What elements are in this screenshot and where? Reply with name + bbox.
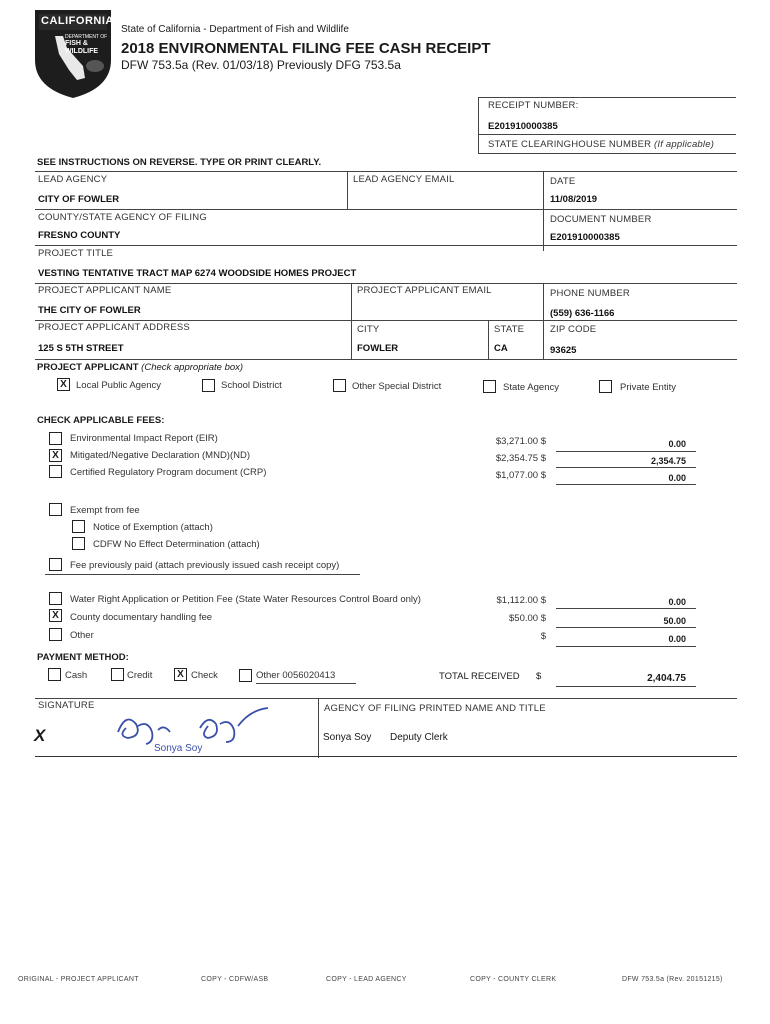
phone-value: (559) 636-1166 <box>550 308 615 319</box>
document-number-label: DOCUMENT NUMBER <box>550 214 652 225</box>
form-id: DFW 753.5a (Rev. 01/03/18) Previously DFG 753.5a <box>121 58 401 72</box>
county-agency-value: FRESNO COUNTY <box>38 230 121 241</box>
cdfw-no-effect-checkbox[interactable] <box>72 537 85 550</box>
clearinghouse-text: STATE CLEARINGHOUSE NUMBER <box>488 139 652 150</box>
footer-copy-county: COPY - COUNTY CLERK <box>470 976 557 983</box>
credit-checkbox[interactable] <box>111 668 124 681</box>
crp-label: Certified Regulatory Program document (CRP) <box>70 467 267 478</box>
special-district-label: Other Special District <box>352 381 442 392</box>
signature-under-name: Sonya Soy <box>154 743 203 754</box>
county-fee-label: County documentary handling fee <box>70 612 213 623</box>
footer-form-rev: DFW 753.5a (Rev. 20151215) <box>622 976 723 983</box>
printed-title: Deputy Clerk <box>390 732 448 743</box>
lead-agency-value: CITY OF FOWLER <box>38 194 120 205</box>
total-received-value: 2,404.75 <box>647 673 686 684</box>
exempt-checkbox[interactable] <box>49 503 62 516</box>
other-fee-total: 0.00 <box>668 634 686 644</box>
city-label: CITY <box>357 324 380 335</box>
state-agency-checkbox[interactable] <box>483 380 496 393</box>
exempt-label: Exempt from fee <box>70 505 140 516</box>
other-payment-checkbox[interactable] <box>239 669 252 682</box>
signature-label: SIGNATURE <box>38 700 95 711</box>
zip-label: ZIP CODE <box>550 324 597 335</box>
applicant-address-value: 125 S 5TH STREET <box>38 343 124 354</box>
signature-x: X <box>34 726 46 745</box>
local-public-agency-checkbox[interactable]: X <box>57 378 70 391</box>
county-fee-rate: $50.00 $ <box>509 613 546 624</box>
private-entity-label: Private Entity <box>620 382 676 393</box>
payment-heading: PAYMENT METHOD: <box>37 652 129 663</box>
date-label: DATE <box>550 176 576 187</box>
total-currency: $ <box>536 671 542 682</box>
mnd-rate: $2,354.75 $ <box>495 453 546 464</box>
document-number-value: E201910000385 <box>550 232 620 243</box>
prev-paid-label: Fee previously paid (attach previously issued cash receipt copy) <box>70 560 340 571</box>
applicant-name-label: PROJECT APPLICANT NAME <box>38 285 172 296</box>
printed-name: Sonya Soy <box>323 732 372 743</box>
school-district-label: School District <box>221 380 282 391</box>
noe-checkbox[interactable] <box>72 520 85 533</box>
credit-label: Credit <box>127 670 153 681</box>
county-agency-label: COUNTY/STATE AGENCY OF FILING <box>38 212 207 223</box>
cdfw-no-effect-label: CDFW No Effect Determination (attach) <box>93 539 260 550</box>
printed-name-label: AGENCY OF FILING PRINTED NAME AND TITLE <box>324 703 546 714</box>
eir-label: Environmental Impact Report (EIR) <box>70 433 218 444</box>
footer-original: ORIGINAL - PROJECT APPLICANT <box>18 976 139 983</box>
logo-top-text: CALIFORNIA <box>41 15 114 27</box>
crp-checkbox[interactable] <box>49 465 62 478</box>
check-label: Check <box>191 670 218 681</box>
state-agency-label: State Agency <box>503 382 559 393</box>
agency-line: State of California - Department of Fish and Wildlife <box>121 24 349 35</box>
total-received-label: TOTAL RECEIVED <box>439 671 520 682</box>
instructions: SEE INSTRUCTIONS ON REVERSE. TYPE OR PRINT CLEARLY. <box>37 157 322 168</box>
crp-total: 0.00 <box>668 473 686 483</box>
mnd-checkbox[interactable]: X <box>49 449 62 462</box>
state-label: STATE <box>494 324 525 335</box>
lead-email-label: LEAD AGENCY EMAIL <box>353 174 455 185</box>
check-checkbox[interactable]: X <box>174 668 187 681</box>
eir-total: 0.00 <box>668 439 686 449</box>
date-value: 11/08/2019 <box>550 194 598 205</box>
applicant-address-label: PROJECT APPLICANT ADDRESS <box>38 322 190 333</box>
other-fee-checkbox[interactable] <box>49 628 62 641</box>
cash-checkbox[interactable] <box>48 668 61 681</box>
county-fee-total: 50.00 <box>663 616 686 626</box>
cash-label: Cash <box>65 670 88 681</box>
receipt-number: E201910000385 <box>488 121 558 132</box>
eir-checkbox[interactable] <box>49 432 62 445</box>
applicant-type-heading <box>37 362 243 373</box>
eir-rate: $3,271.00 $ <box>495 436 546 447</box>
logo-wildlife-text: WILDLIFE <box>65 48 99 55</box>
city-value: FOWLER <box>357 343 399 354</box>
special-district-checkbox[interactable] <box>333 379 346 392</box>
fees-heading: CHECK APPLICABLE FEES: <box>37 415 165 426</box>
other-payment-label: Other 0056020413 <box>256 670 336 681</box>
school-district-checkbox[interactable] <box>202 379 215 392</box>
footer-copy-cdfw: COPY - CDFW/ASB <box>201 976 269 983</box>
form-title: 2018 ENVIRONMENTAL FILING FEE CASH RECEIPT <box>121 40 491 57</box>
clearinghouse-label <box>488 139 714 150</box>
private-entity-checkbox[interactable] <box>599 380 612 393</box>
other-fee-label: Other <box>70 630 94 641</box>
water-right-rate: $1,112.00 $ <box>496 595 546 606</box>
applicant-name-value: THE CITY OF FOWLER <box>38 305 141 316</box>
phone-label: PHONE NUMBER <box>550 288 630 299</box>
other-fee-rate: $ <box>540 631 546 642</box>
applicant-type-title: PROJECT APPLICANT <box>37 362 139 373</box>
water-right-total: 0.00 <box>668 597 686 607</box>
local-public-agency-label: Local Public Agency <box>76 380 162 391</box>
applicant-email-label: PROJECT APPLICANT EMAIL <box>357 285 492 296</box>
applicant-type-note: (Check appropriate box) <box>141 362 244 373</box>
clearinghouse-note: (If applicable) <box>654 139 715 150</box>
mnd-total: 2,354.75 <box>650 456 686 466</box>
cdfw-logo <box>33 8 113 100</box>
project-title-value: VESTING TENTATIVE TRACT MAP 6274 WOODSIDE HOMES PROJECT <box>38 268 357 279</box>
crp-rate: $1,077.00 $ <box>495 470 546 481</box>
logo-dept-text: DEPARTMENT OF <box>65 34 108 40</box>
county-fee-checkbox[interactable]: X <box>49 609 62 622</box>
project-title-label: PROJECT TITLE <box>38 248 114 259</box>
logo-fish-text: FISH & <box>65 40 88 47</box>
footer-copy-lead: COPY - LEAD AGENCY <box>326 976 407 983</box>
lead-agency-label: LEAD AGENCY <box>38 174 108 185</box>
prev-paid-checkbox[interactable] <box>49 558 62 571</box>
receipt-number-label: RECEIPT NUMBER: <box>488 100 579 111</box>
noe-label: Notice of Exemption (attach) <box>93 522 213 533</box>
state-value: CA <box>494 343 508 354</box>
mnd-label: Mitigated/Negative Declaration (MND)(ND) <box>70 450 251 461</box>
zip-value: 93625 <box>550 345 577 356</box>
water-right-label: Water Right Application or Petition Fee (State Water Resources Control Board only) <box>70 594 421 605</box>
water-right-checkbox[interactable] <box>49 592 62 605</box>
